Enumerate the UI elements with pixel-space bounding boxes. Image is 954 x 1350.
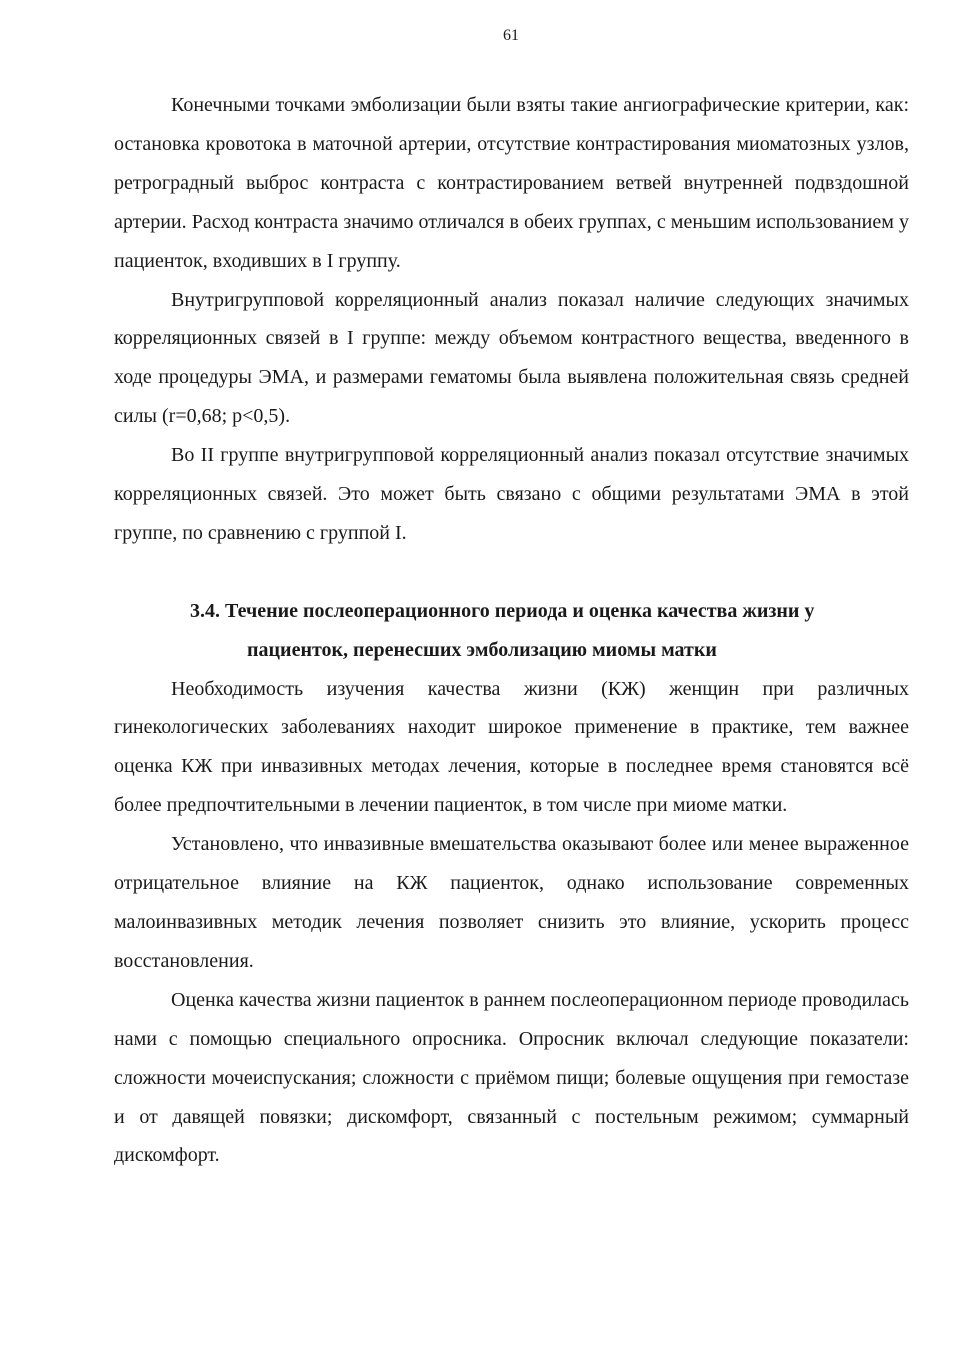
paragraph-invasive-effects: Установлено, что инвазивные вмешательства оказывают более или менее выраженное отрицательное влияние на КЖ пациенток, однако использование современных малоинвазивных методик лечения позволяет снизить это влияние, ускорить процесс восстановления. (114, 833, 909, 972)
section-heading-line-1: 3.4. Течение послеоперационного периода и оценка качества жизни у (190, 599, 815, 622)
page-content (114, 86, 909, 1175)
section-spacer (114, 553, 909, 592)
section-heading (114, 592, 909, 670)
paragraph-endpoints: Конечными точками эмболизации были взяты такие ангиографические критерии, как: остановка кровотока в маточной артерии, отсутствие контрастирования миоматозных узлов, ретроградный выброс контраста с контрастированием ветвей внутренней подвздошной артерии. Расход контраста значимо отличался в обеих группах, с меньшим использованием у пациенток, входивших в I группу. (114, 94, 909, 272)
paragraph-correlation-group-2: Во II группе внутригрупповой корреляционный анализ показал отсутствие значимых корреляционных связей. Это может быть связано с общими результатами ЭМА в этой группе, по сравнению с группой I. (114, 444, 909, 544)
paragraph-correlation-group-1: Внутригрупповой корреляционный анализ показал наличие следующих значимых корреляционных связей в I группе: между объемом контрастного вещества, введенного в ходе процедуры ЭМА, и размерами гематомы была выявлена положительная связь средней силы (r=0,68; p<0,5). (114, 288, 909, 428)
section-heading-line-2: пациенток, перенесших эмболизацию миомы матки (247, 638, 717, 661)
page-number: 61 (503, 27, 519, 44)
paragraph-questionnaire: Оценка качества жизни пациенток в раннем послеоперационном периоде проводилась нами с помощью специального опросника. Опросник включал следующие показатели: сложности мочеиспускания; сложности с приёмом пищи; болевые ощущения при гемостазе и от давящей повязки; дискомфорт, связанный с постельным режимом; суммарный дискомфорт. (114, 988, 909, 1167)
paragraph-quality-of-life-need: Необходимость изучения качества жизни (КЖ) женщин при различных гинекологических заболеваниях находит широкое применение в практике, тем важнее оценка КЖ при инвазивных методах лечения, которые в последнее время становятся всё более предпочтительными в лечении пациенток, в том числе при миоме матки. (114, 677, 909, 817)
